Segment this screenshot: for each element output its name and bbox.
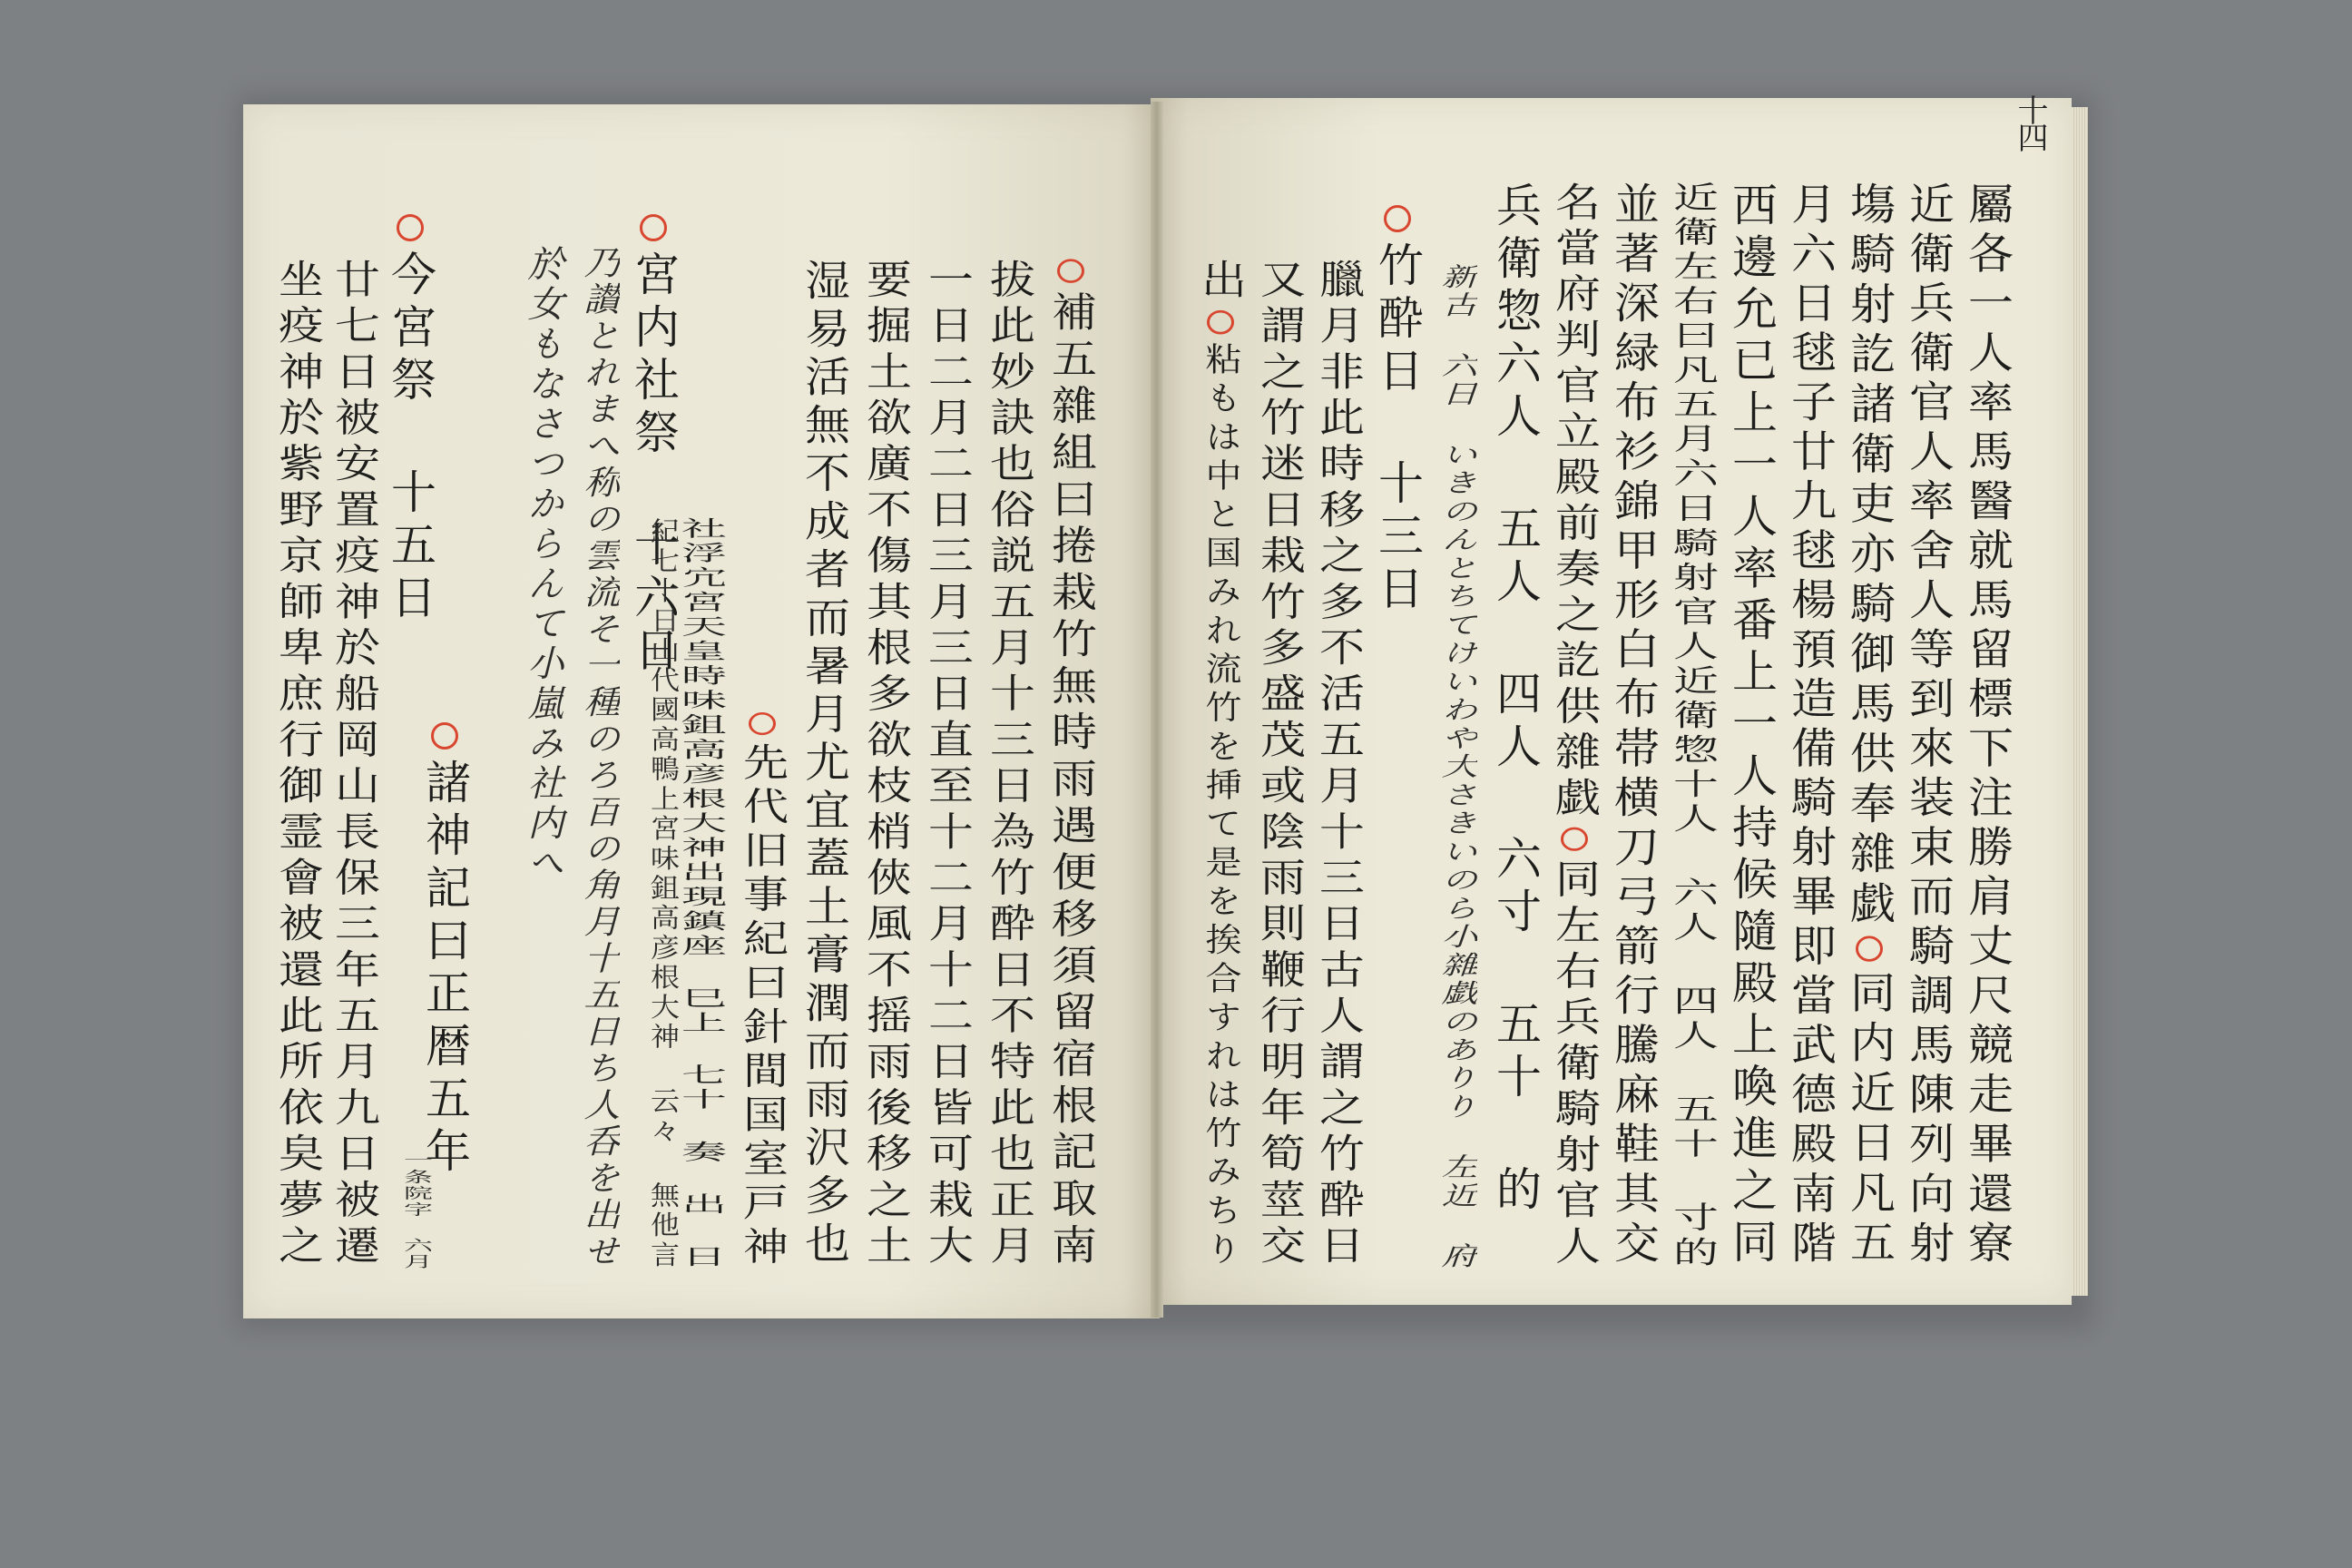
right-col-3-after: 同内近日凡五 [1843, 970, 1896, 1270]
red-circle-mark [1856, 936, 1883, 961]
left-col-9: 社浮宂宮天皇時味鉏高彦根大神出現鎮座 巳上 七十 奏 出 日 [674, 517, 727, 1270]
left-col-15 [1044, 254, 1098, 1270]
left-col-11: 湿易活無不成者而暑月尤宜蓋土膏潤而雨沢多也 [798, 259, 850, 1270]
left-col-6: 乃讃とれまへ称の雲流そ一種のろ百の角月十五日ち人呑を出せ [578, 245, 620, 1270]
right-col-9: 兵衛惣六人 五人 四人 六寸 五十 的 [1489, 181, 1542, 1218]
left-col-5: 於女もなさつからんて小嵐み社内へ [522, 245, 564, 884]
right-col-11-text: 竹酔日 十三日 [1371, 241, 1424, 617]
right-col-3 [1842, 181, 1896, 1270]
red-circle-mark [1384, 205, 1411, 232]
left-col-7-text: 宮内社祭 十六日 [627, 250, 680, 679]
right-col-7: 並著深緑布衫錦甲形白布帯横刀弓箭行騰麻鞋其交 [1607, 181, 1660, 1270]
right-col-14-after: 粘もは中と国みれ流竹を挿て是を挨合すれは竹みちり [1200, 342, 1241, 1271]
left-col-13: 一日二月二日三月三日直至十二月十二日皆可栽大 [921, 259, 974, 1271]
right-col-5: 西邊允已上一人率番上一人持候隨殿上喚進之同 [1725, 181, 1778, 1270]
right-col-4: 月六日毬子廿九毬楊預造備騎射畢即當武德殿南階 [1784, 181, 1837, 1270]
page-number: 十四 [2012, 94, 2048, 149]
left-col-14: 拔此妙訣也俗説五月十三日為竹酔日不特此也正月 [983, 259, 1035, 1271]
right-col-8-after: 同左右兵衛騎射官人 [1548, 858, 1601, 1271]
page-edge [2072, 107, 2088, 1296]
red-circle-mark [640, 214, 667, 241]
red-circle-mark [431, 722, 458, 750]
right-col-10: 新古 六日 いきのんとちてけいわや大さきいのら小雜戯のありり 左近 府 [1436, 263, 1477, 1271]
right-col-8 [1547, 181, 1602, 1271]
left-col-10-text: 先代旧事紀曰針間国室戸神 [736, 742, 789, 1271]
right-col-3-text: 塲騎射訖諸衛吏亦騎御馬供奉雜戯 [1843, 181, 1896, 931]
right-col-11 [1370, 200, 1425, 617]
right-col-13: 又謂之竹迷日栽竹多盛茂或陰雨則鞭行明年筍莖交 [1253, 259, 1306, 1271]
right-col-6: 近衛左右曰凡五月六日騎射官人近衛惣十人 六人 四人 五十 寸的 [1666, 181, 1719, 1271]
red-circle-mark [1561, 828, 1588, 851]
right-col-14 [1193, 259, 1248, 1270]
left-col-3 [383, 209, 437, 626]
left-col-3-note: 一条院字 六月 [399, 1152, 434, 1271]
right-col-8-text: 名當府判官立殿前奏之訖供雜戯 [1548, 181, 1601, 823]
left-col-4-text: 諸神記曰正暦五年 [418, 759, 471, 1180]
red-circle-mark [1057, 259, 1084, 283]
right-col-1: 屬各一人率馬醫就馬留標下注勝肩丈尺競走畢還寮 [1961, 181, 2014, 1270]
right-col-14-text: 出 [1194, 259, 1247, 306]
left-col-15-text: 補五雜組曰捲栽竹無時雨遇便移須留宿根記取南 [1044, 290, 1097, 1270]
left-col-2: 廿七日被安置疫神於船岡山長保三年五月九日被遷 [328, 259, 380, 1271]
red-circle-mark [397, 214, 424, 241]
left-col-12: 要掘土欲廣不傷其根多欲枝梢俠風不摇雨後移之土 [859, 259, 912, 1271]
right-col-2: 近衛兵衛官人率舍人等到來装束而騎調馬陳列向射 [1902, 181, 1955, 1270]
book-gutter [1151, 102, 1163, 1318]
left-col-10 [735, 708, 789, 1270]
left-col-4 [417, 717, 472, 1180]
red-circle-mark [749, 712, 776, 735]
left-col-3-text: 今宮祭 十五日 [384, 250, 436, 626]
left-col-1: 坐疫神於紫野京師卑庶行御霊會被還此所依㚖夢之 [271, 259, 324, 1271]
red-circle-mark [1207, 310, 1234, 335]
right-col-12: 臘月非此時移之多不活五月十三日古人謂之竹酔日 [1312, 259, 1365, 1271]
left-col-8: 紀七十日山代國高鴨上宮味鉏高彦根大神 云々 無他言 [646, 517, 681, 1270]
